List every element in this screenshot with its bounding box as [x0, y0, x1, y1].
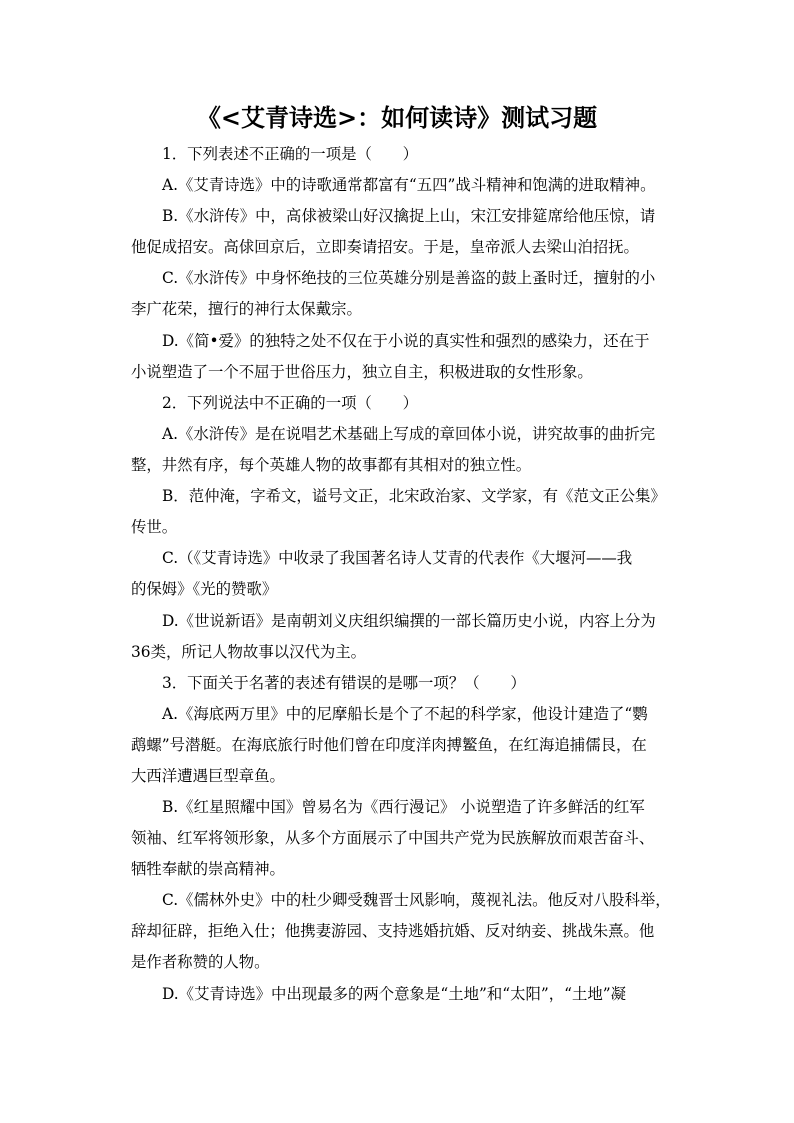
option-line: 是作者称赞的人物。 [131, 953, 270, 971]
option-line: 领袖、红军将领形象，从多个方面展示了中国共产党为民族解放而艰苦奋斗、 [131, 829, 655, 847]
question-stem: 3．下面关于名著的表述有错误的是哪一项？（ ） [162, 674, 526, 692]
option-line: D.《艾青诗选》中出现最多的两个意象是“土地”和“太阳”，“土地”凝 [162, 985, 627, 1003]
option-line: 他促成招安。高俅回京后，立即奏请招安。于是，皇帝派人去梁山泊招抚。 [131, 238, 639, 256]
option-line: 辞却征辟，拒绝入仕；他携妻游园、支持逃婚抗婚、反对纳妾、挑战朱熹。他 [131, 922, 655, 940]
option-line: 传世。 [131, 518, 178, 536]
option-line: A.《水浒传》是在说唱艺术基础上写成的章回体小说，讲究故事的曲折完 [162, 425, 656, 443]
option-line: D.《简•爱》的独特之处不仅在于小说的真实性和强烈的感染力，还在于 [162, 332, 650, 350]
option-line: C.（《艾青诗选》中收录了我国著名诗人艾青的代表作《大堰河——我 [162, 549, 633, 567]
option-line: A.《艾青诗选》中的诗歌通常都富有“五四”战斗精神和饱满的进取精神。 [162, 176, 656, 194]
option-line: 李广花荣，擅行的神行太保戴宗。 [131, 300, 362, 318]
option-line: 鹉螺”号潜艇。在海底旅行时他们曾在印度洋肉搏鳘鱼，在红海追捕儒艮，在 [131, 736, 647, 754]
page-title: 《<艾青诗选>：如何读诗》测试习题 [196, 103, 598, 132]
question-stem: 2．下列说法中不正确的一项（ ） [162, 394, 419, 412]
option-line: 36类，所记人物故事以汉代为主。 [131, 643, 367, 661]
option-line: 的保姆》《光的赞歌》 [131, 580, 278, 598]
option-line: 小说塑造了一个不屈于世俗压力，独立自主，积极进取的女性形象。 [131, 363, 593, 381]
option-line: 整，井然有序，每个英雄人物的故事都有其相对的独立性。 [131, 456, 532, 474]
option-line: 大西洋遭遇巨型章鱼。 [131, 767, 285, 785]
option-line: C.《儒林外史》中的杜少卿受魏晋士风影响，蔑视礼法。他反对八股科举， [162, 891, 671, 909]
option-line: C.《水浒传》中身怀绝技的三位英雄分别是善盗的鼓上蚤时迁，擅射的小 [162, 269, 656, 287]
option-line: 牺牲奉献的崇高精神。 [131, 860, 285, 878]
option-line: B.《水浒传》中，高俅被梁山好汉擒捉上山，宋江安排筵席给他压惊，请 [162, 207, 656, 225]
option-line: B.《红星照耀中国》曾易名为《西行漫记》 小说塑造了许多鲜活的红军 [162, 798, 645, 816]
option-line: B．范仲淹，字希文，谥号文正，北宋政治家、文学家，有《范文正公集》 [162, 487, 666, 505]
option-line: D.《世说新语》是南朝刘义庆组织编撰的一部长篇历史小说，内容上分为 [162, 612, 656, 630]
option-line: A.《海底两万里》中的尼摩船长是个了不起的科学家，他设计建造了“鹦 [162, 705, 648, 723]
question-stem: 1．下列表述不正确的一项是（ ） [162, 145, 419, 163]
